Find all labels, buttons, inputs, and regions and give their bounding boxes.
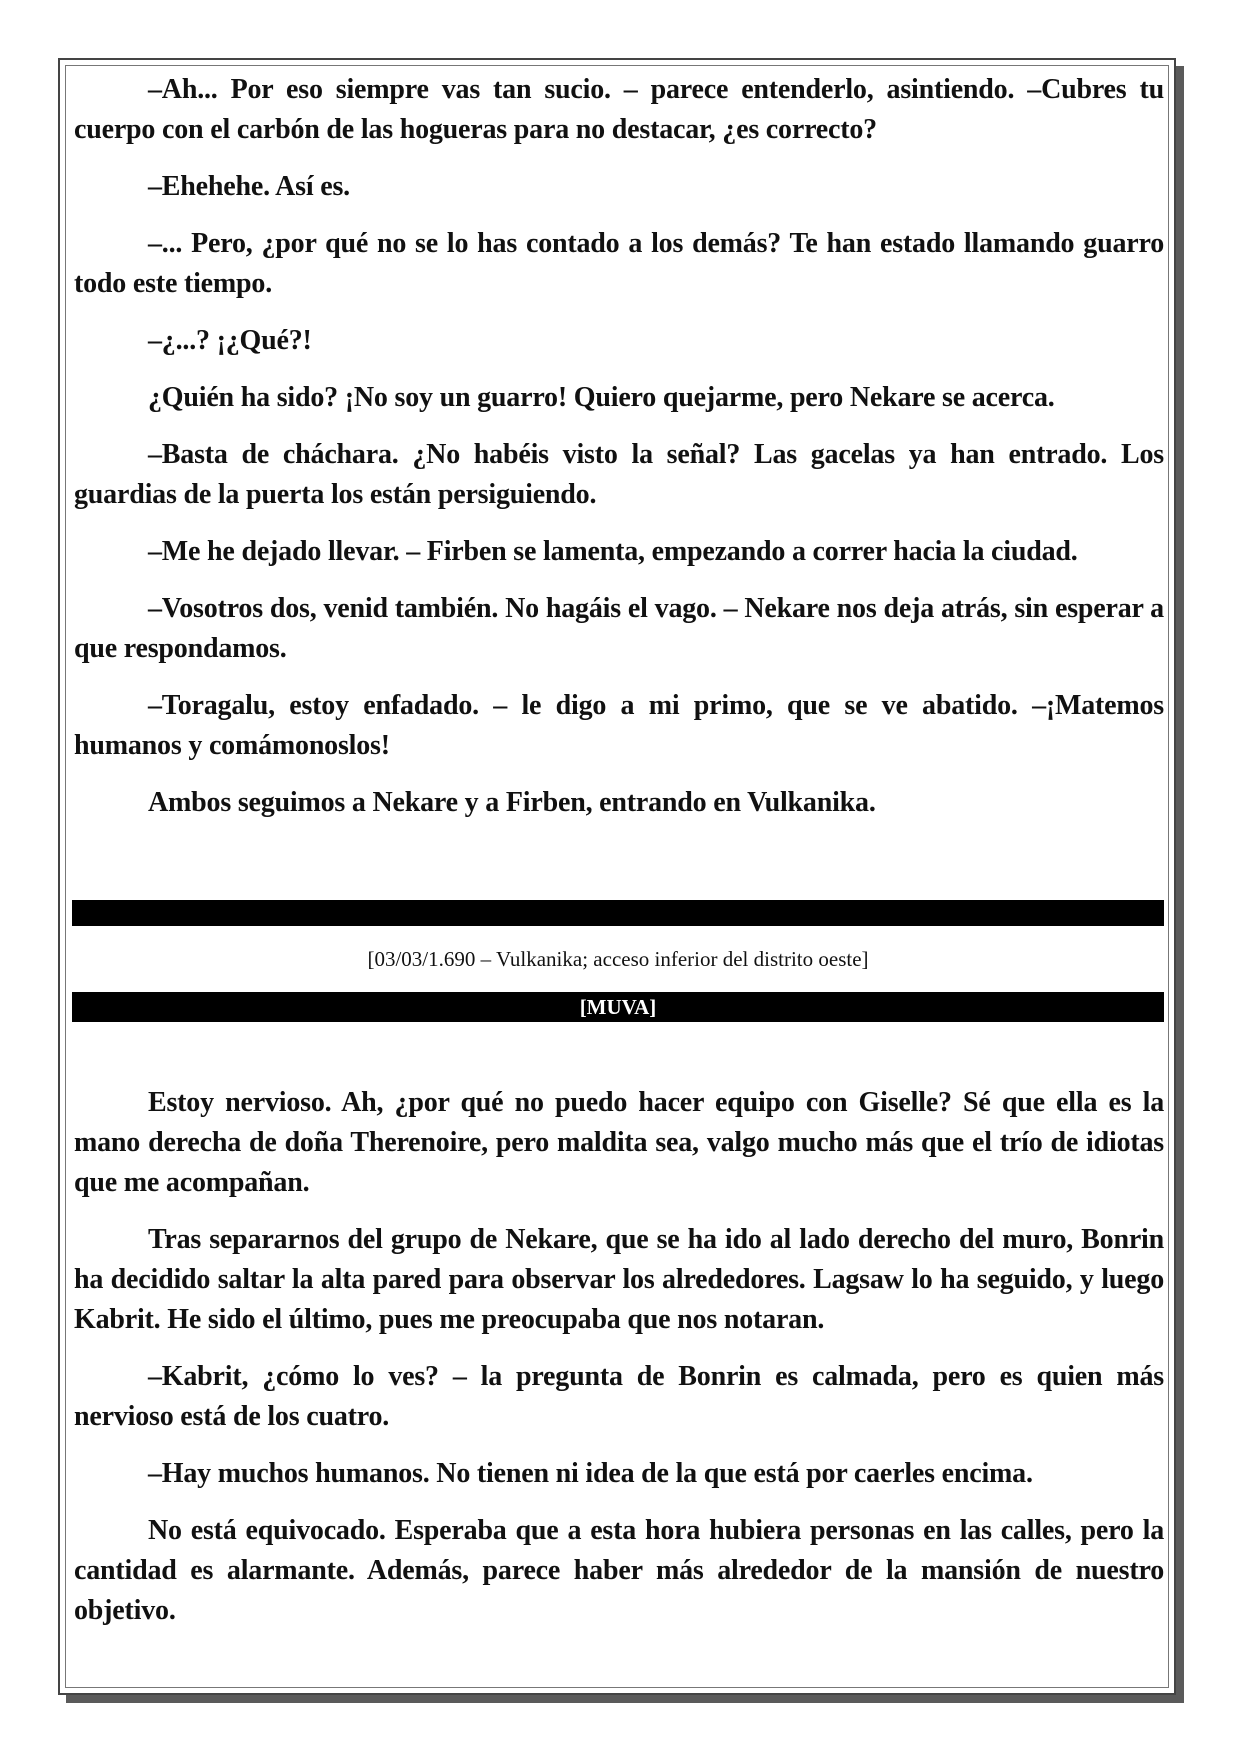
paragraph: –Kabrit, ¿cómo lo ves? – la pregunta de Bonrin es calmada, pero es quien más nervioso está de los cuatro. (74, 1361, 1164, 1432)
story-section-1 (74, 70, 1164, 840)
paragraph: –Hay muchos humanos. No tienen ni idea de la que está por caerles encima. (148, 1458, 1033, 1489)
story-section-2 (74, 1083, 1164, 1648)
paragraph: –... Pero, ¿por qué no se lo has contado a los demás? Te han estado llamando guarro todo este tiempo. (74, 228, 1164, 299)
paragraph: –Toragalu, estoy enfadado. – le digo a mi primo, que se ve abatido. –¡Matemos humanos y comámonoslos! (74, 690, 1164, 761)
paragraph: ¿Quién ha sido? ¡No soy un guarro! Quiero quejarme, pero Nekare se acerca. (148, 382, 1055, 413)
paragraph: –¿...? ¡¿Qué?! (148, 325, 312, 356)
paragraph: –Ehehehe. Así es. (148, 171, 350, 202)
paragraph: –Basta de cháchara. ¿No habéis visto la señal? Las gacelas ya han entrado. Los guardias de la puerta los están persiguiendo. (74, 439, 1164, 510)
scene-divider-bar (72, 900, 1164, 926)
paragraph: –Me he dejado llevar. – Firben se lamenta, empezando a correr hacia la ciudad. (148, 536, 1078, 567)
narrator-banner: [MUVA] (72, 992, 1164, 1022)
paragraph: Tras separarnos del grupo de Nekare, que se ha ido al lado derecho del muro, Bonrin ha decidido saltar la alta pared para observar los alrededores. Lagsaw lo ha seguido, y luego Kabrit. He sido el último, pues me preocupaba que nos notaran. (74, 1224, 1164, 1335)
paragraph: Estoy nervioso. Ah, ¿por qué no puedo hacer equipo con Giselle? Sé que ella es la mano derecha de doña Therenoire, pero maldita sea, valgo mucho más que el trío de idiotas que me acompañan. (74, 1087, 1164, 1198)
paragraph: –Ah... Por eso siempre vas tan sucio. – parece entenderlo, asintiendo. –Cubres tu cuerpo con el carbón de las hogueras para no destacar, ¿es correcto? (74, 74, 1164, 145)
paragraph: No está equivocado. Esperaba que a esta hora hubiera personas en las calles, pero la cantidad es alarmante. Además, parece haber más alrededor de la mansión de nuestro objetivo. (74, 1515, 1164, 1626)
scene-date-location: [03/03/1.690 – Vulkanika; acceso inferior del distrito oeste] (367, 947, 869, 971)
paragraph: Ambos seguimos a Nekare y a Firben, entrando en Vulkanika. (148, 787, 876, 818)
paragraph: –Vosotros dos, venid también. No hagáis el vago. – Nekare nos deja atrás, sin esperar a que respondamos. (74, 593, 1164, 664)
